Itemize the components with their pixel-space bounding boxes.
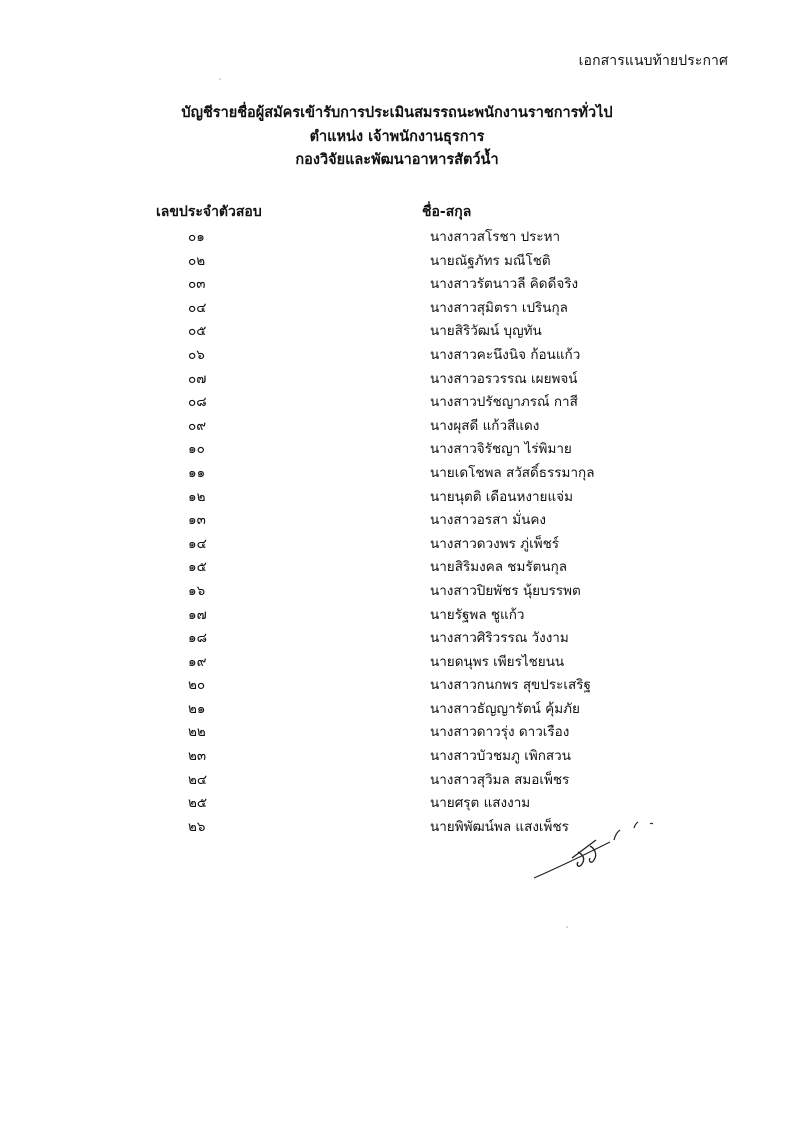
candidate-name: นายเดโชพล สวัสดิ์ธรรมากุล	[430, 464, 595, 481]
exam-id: ๑๖	[188, 582, 206, 599]
candidate-name: นางผุสดี แก้วสีแดง	[430, 417, 540, 434]
exam-id: ๒๕	[188, 795, 208, 812]
title-line-2: ตำแหน่ง เจ้าพนักงานธุรการ	[309, 128, 485, 145]
handwritten-signature	[532, 818, 672, 882]
table-row	[0, 367, 794, 391]
table-row	[0, 461, 794, 485]
candidate-name: นายพิพัฒน์พล แสงเพ็ชร	[430, 818, 569, 835]
table-row	[0, 272, 794, 296]
candidate-list	[0, 225, 794, 838]
table-row	[0, 791, 794, 815]
candidate-name: นางสาวสโรชา ประหา	[430, 229, 561, 245]
candidate-name: นายนุตติ เดือนหงายแจ่ม	[430, 488, 573, 505]
exam-id: ๐๓	[188, 276, 206, 293]
title-line-3: กองวิจัยและพัฒนาอาหารสัตว์น้ำ	[295, 152, 499, 168]
exam-id: ๑๙	[188, 653, 207, 670]
exam-id: ๐๑	[188, 229, 205, 245]
exam-id: ๒๐	[188, 677, 206, 694]
candidate-name: นางสาวอรสา มั่นคง	[430, 512, 547, 529]
table-row	[0, 508, 794, 532]
exam-id: ๒๖	[188, 818, 206, 835]
exam-id: ๑๘	[188, 630, 207, 647]
candidate-name: นางสาวจิรัชญา ไร่พิมาย	[430, 441, 572, 458]
candidate-name: นางสาวดาวรุ่ง ดาวเรือง	[430, 724, 570, 741]
exam-id: ๐๙	[188, 417, 207, 434]
exam-id-header: เลขประจำตัวสอบ	[156, 204, 262, 220]
candidate-name: นางสาวอรวรรณ เผยพจน์	[430, 370, 578, 387]
table-row	[0, 249, 794, 273]
exam-id: ๐๕	[188, 323, 207, 340]
table-row	[0, 720, 794, 744]
exam-id: ๐๗	[188, 370, 207, 387]
table-row	[0, 579, 794, 603]
candidate-name: นางสาวปรัชญาภรณ์ กาสี	[430, 394, 578, 411]
exam-id: ๒๒	[188, 724, 206, 741]
candidate-name: นายสิริวัฒน์ บุญทัน	[430, 323, 542, 340]
scan-speck	[219, 78, 221, 80]
candidate-name: นางสาวสุมิตรา เปรินกุล	[430, 299, 568, 316]
exam-id: ๐๔	[188, 299, 207, 316]
candidate-name: นางสาวดวงพร ภู่เพ็ชร์	[430, 535, 560, 552]
table-row	[0, 485, 794, 509]
table-row	[0, 414, 794, 438]
table-row	[0, 697, 794, 721]
exam-id: ๑๗	[188, 606, 207, 623]
exam-id: ๒๓	[188, 748, 207, 765]
table-row	[0, 768, 794, 792]
exam-id: ๑๑	[188, 464, 206, 481]
candidate-name: นางสาวธัญญารัตน์ คุ้มภัย	[430, 700, 580, 717]
scan-speck	[566, 926, 568, 928]
candidate-name: นางสาวบัวชมภู เพิกสวน	[430, 748, 571, 765]
exam-id: ๐๘	[188, 394, 207, 411]
exam-id: ๐๒	[188, 252, 206, 269]
table-row	[0, 650, 794, 674]
table-row	[0, 319, 794, 343]
attachment-note: เอกสารแนบท้ายประกาศ	[578, 53, 728, 69]
candidate-name: นางสาวรัตนาวลี คิดดีจริง	[430, 276, 579, 293]
table-row	[0, 225, 794, 249]
exam-id: ๑๔	[188, 535, 207, 552]
full-name-header: ชื่อ-สกุล	[422, 204, 472, 220]
exam-id: ๒๔	[188, 771, 208, 788]
candidate-name: นายสิริมงคล ชมรัตนกุล	[430, 559, 568, 576]
candidate-name: นายรัฐพล ชูแก้ว	[430, 606, 525, 623]
exam-id: ๑๒	[188, 488, 206, 505]
candidate-name: นางสาวคะนึงนิจ ก้อนแก้ว	[430, 346, 581, 363]
table-row	[0, 555, 794, 579]
title-line-1: บัญชีรายชื่อผู้สมัครเข้ารับการประเมินสมรรถนะพนักงานราชการทั่วไป	[181, 105, 613, 121]
table-row	[0, 626, 794, 650]
exam-id: ๑๐	[188, 441, 205, 458]
exam-id: ๑๓	[188, 512, 206, 529]
document-title	[0, 102, 794, 173]
table-row	[0, 390, 794, 414]
candidate-name: นางสาวศิริวรรณ วังงาม	[430, 630, 569, 647]
table-row	[0, 603, 794, 627]
candidate-name: นายศรุต แสงงาม	[430, 795, 531, 812]
table-row	[0, 343, 794, 367]
exam-id: ๒๑	[188, 700, 206, 717]
table-row	[0, 744, 794, 768]
table-row	[0, 673, 794, 697]
table-row	[0, 815, 794, 839]
exam-id: ๐๖	[188, 346, 205, 363]
candidate-name: นายดนุพร เพียรไชยนน	[430, 653, 565, 670]
table-row	[0, 437, 794, 461]
candidate-name: นางสาวปิยพัชร นุ้ยบรรพต	[430, 582, 581, 599]
exam-id: ๑๕	[188, 559, 207, 576]
candidate-name: นายณัฐภัทร มณีโชติ	[430, 252, 551, 269]
table-row	[0, 296, 794, 320]
candidate-name: นางสาวกนกพร สุขประเสริฐ	[430, 677, 591, 694]
candidate-name: นางสาวสุวิมล สมอเพ็ชร	[430, 771, 570, 788]
table-row	[0, 532, 794, 556]
